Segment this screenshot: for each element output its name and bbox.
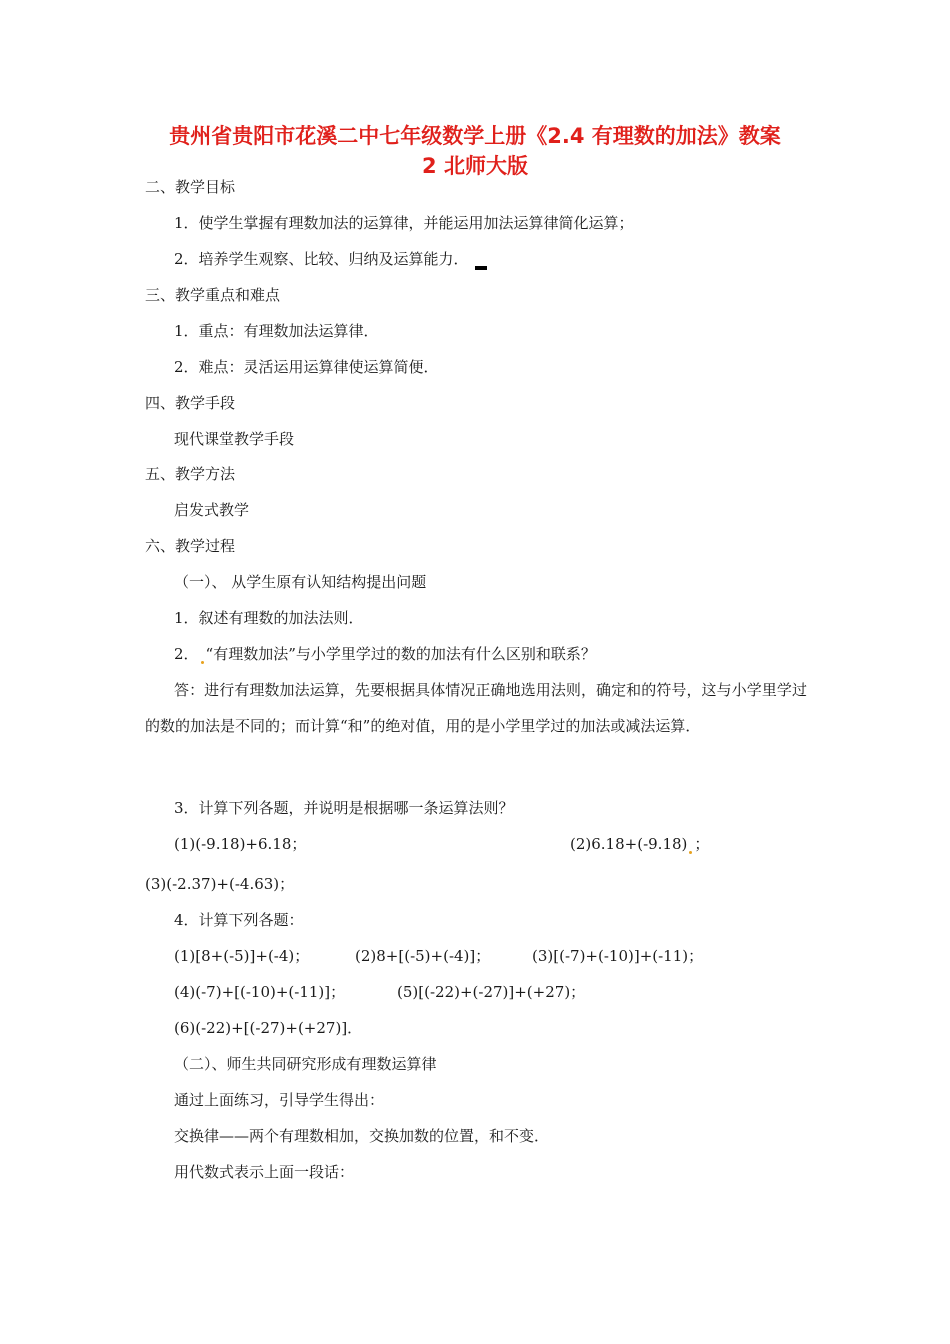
exercise-3-2-text: (2)6.18+(-9.18) bbox=[570, 835, 688, 853]
methods-text: 启发式教学 bbox=[174, 501, 250, 519]
exercise-4-5: (5)[(-22)+(-27)]+(+27)； bbox=[397, 983, 586, 1001]
section-heading-objectives: 二、教学目标 bbox=[145, 178, 236, 196]
section-heading-means: 四、教学手段 bbox=[145, 394, 236, 412]
section-heading-keypoints: 三、教学重点和难点 bbox=[145, 286, 281, 304]
exercise-4-2: (2)8+[(-5)+(-4)]； bbox=[355, 947, 491, 965]
part1-item-1: 1．叙述有理数的加法法则． bbox=[174, 609, 364, 627]
exercise-4-6: (6)(-22)+[(-27)+(+27)]． bbox=[174, 1019, 363, 1037]
means-text: 现代课堂教学手段 bbox=[174, 430, 295, 448]
part1-heading: （一）、 从学生原有认知结构提出问题 bbox=[174, 573, 427, 591]
dot-mark-icon bbox=[689, 851, 692, 854]
document-title-line2: 2 北师大版 bbox=[422, 154, 528, 178]
part2-heading: （二）、师生共同研究形成有理数运算律 bbox=[174, 1055, 437, 1073]
part1-item-2-text: “有理数加法”与小学里学过的数的加法有什么区别和联系？ bbox=[205, 645, 596, 663]
exercise-4-3: (3)[(-7)+(-10)]+(-11)； bbox=[532, 947, 704, 965]
dash-mark-icon bbox=[475, 266, 487, 270]
objective-2 bbox=[174, 248, 487, 270]
keypoint-2: 2．难点：灵活运用运算律使运算简便． bbox=[174, 358, 439, 376]
exercise-4-4: (4)(-7)+[(-10)+(-11)]； bbox=[174, 983, 346, 1001]
answer-paragraph: 答：进行有理数加法运算，先要根据具体情况正确地选用法则，确定和的符号，这与小学里学过的数的加法是不同的；而计算“和”的绝对值，用的是小学里学过的加法或减法运算． bbox=[145, 681, 807, 735]
objective-2-text: 2．培养学生观察、比较、归纳及运算能力． bbox=[174, 250, 469, 268]
keypoint-1: 1．重点：有理数加法运算律． bbox=[174, 322, 379, 340]
part1-item-4: 4．计算下列各题： bbox=[174, 911, 304, 929]
part2-item-2: 交换律——两个有理数相加，交换加数的位置，和不变． bbox=[174, 1127, 550, 1145]
section-heading-methods: 五、教学方法 bbox=[145, 465, 236, 483]
dot-mark-icon bbox=[201, 661, 204, 664]
exercise-3-2 bbox=[570, 833, 709, 855]
part1-item-3: 3．计算下列各题，并说明是根据哪一条运算法则？ bbox=[174, 799, 514, 817]
part1-item-2 bbox=[174, 643, 596, 665]
exercise-4-1: (1)[8+(-5)]+(-4)； bbox=[174, 947, 310, 965]
part2-item-1: 通过上面练习，引导学生得出： bbox=[174, 1091, 385, 1109]
part1-item-2-number: 2． bbox=[174, 645, 199, 663]
objective-1: 1．使学生掌握有理数加法的运算律，并能运用加法运算律简化运算； bbox=[174, 214, 634, 232]
section-heading-process: 六、教学过程 bbox=[145, 537, 236, 555]
document-title-line1: 贵州省贵阳市花溪二中七年级数学上册《2.4 有理数的加法》教案 bbox=[169, 124, 781, 148]
exercise-3-2-end: ； bbox=[694, 835, 710, 853]
exercise-3-1: (1)(-9.18)+6.18； bbox=[174, 835, 307, 853]
part2-item-3: 用代数式表示上面一段话： bbox=[174, 1163, 355, 1181]
exercise-3-3: (3)(-2.37)+(-4.63)； bbox=[145, 875, 295, 893]
